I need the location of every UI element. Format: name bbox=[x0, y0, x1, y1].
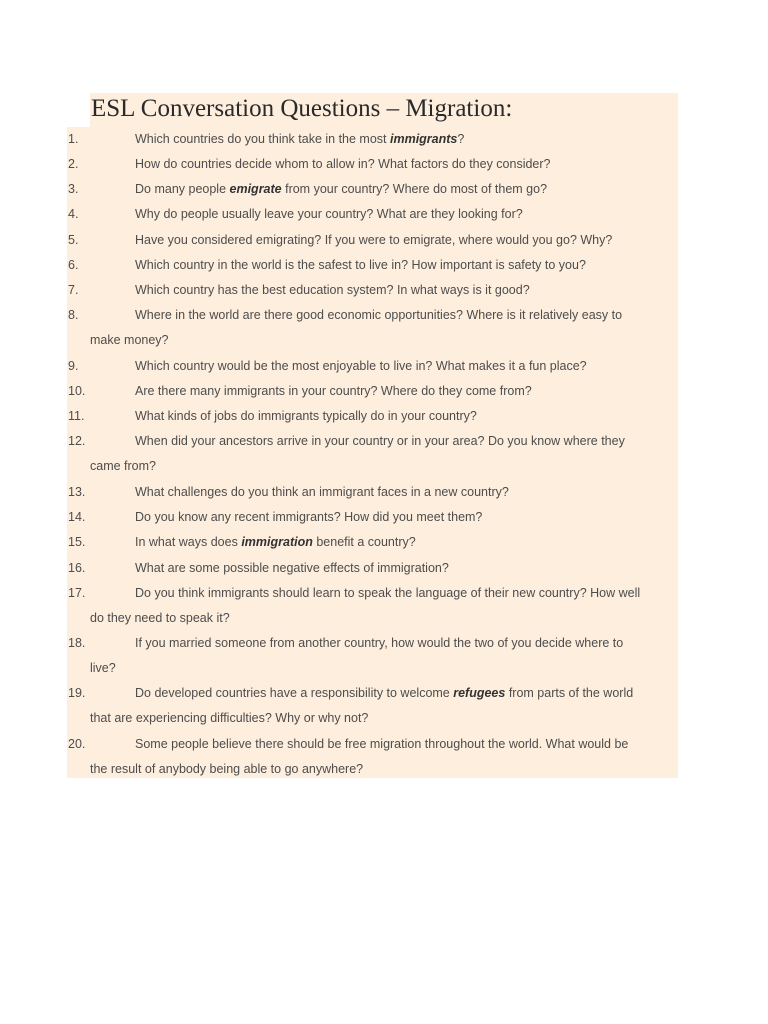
key-vocabulary: refugees bbox=[453, 686, 506, 700]
question-number: 10. bbox=[68, 384, 86, 398]
question-text-part: Do many people bbox=[135, 182, 230, 196]
page-title: ESL Conversation Questions – Migration: bbox=[91, 95, 513, 122]
question-text-part: What kinds of jobs do immigrants typically do in your country? bbox=[135, 409, 477, 423]
question-text bbox=[135, 505, 482, 530]
question-number: 20. bbox=[68, 737, 86, 751]
question-number: 15. bbox=[68, 535, 86, 549]
question-text bbox=[135, 354, 587, 379]
question-text bbox=[135, 429, 625, 454]
question-number: 12. bbox=[68, 434, 86, 448]
question-text-part: Do you know any recent immigrants? How did you meet them? bbox=[135, 510, 483, 524]
question-number: 17. bbox=[68, 586, 86, 600]
question-text bbox=[135, 177, 547, 202]
question-text-part: In what ways does bbox=[135, 535, 242, 549]
question-number: 7. bbox=[68, 283, 79, 297]
question-number: 3. bbox=[68, 182, 79, 196]
question-number: 19. bbox=[68, 686, 86, 700]
question-text-part: What challenges do you think an immigrant faces in a new country? bbox=[135, 485, 509, 499]
question-number: 18. bbox=[68, 636, 86, 650]
question-text-part: How do countries decide whom to allow in? What factors do they consider? bbox=[135, 157, 551, 171]
question-text-continued: came from? bbox=[90, 459, 156, 474]
question-text-part: Why do people usually leave your country? What are they looking for? bbox=[135, 207, 523, 221]
question-text bbox=[135, 278, 530, 303]
question-number: 14. bbox=[68, 510, 86, 524]
question-number: 5. bbox=[68, 233, 79, 247]
question-text bbox=[135, 127, 464, 152]
question-text bbox=[135, 253, 586, 278]
question-number: 13. bbox=[68, 485, 86, 499]
key-vocabulary: immigration bbox=[241, 535, 313, 549]
question-text bbox=[135, 631, 623, 656]
question-text-continued: live? bbox=[90, 661, 116, 676]
question-text-part: from your country? Where do most of them go? bbox=[281, 182, 548, 196]
question-number: 16. bbox=[68, 561, 86, 575]
question-text bbox=[135, 404, 477, 429]
question-text-part: Are there many immigrants in your country? Where do they come from? bbox=[135, 384, 532, 398]
question-text-continued: the result of anybody being able to go anywhere? bbox=[90, 762, 364, 777]
question-text bbox=[135, 581, 640, 606]
question-text-continued: do they need to speak it? bbox=[90, 611, 230, 626]
question-number: 4. bbox=[68, 207, 79, 221]
question-text-part: Where in the world are there good economic opportunities? Where is it relatively easy to bbox=[135, 308, 623, 322]
question-text-part: What are some possible negative effects of immigration? bbox=[135, 561, 449, 575]
question-text bbox=[135, 530, 416, 555]
question-text-continued: make money? bbox=[90, 333, 169, 348]
question-number: 11. bbox=[68, 409, 85, 423]
question-text-part: Which country in the world is the safest to live in? How important is safety to you? bbox=[135, 258, 586, 272]
question-number: 6. bbox=[68, 258, 79, 272]
question-text bbox=[135, 556, 449, 581]
question-text-part: If you married someone from another country, how would the two of you decide where to bbox=[135, 636, 624, 650]
question-text-part: Have you considered emigrating? If you were to emigrate, where would you go? Why? bbox=[135, 233, 613, 247]
question-text bbox=[135, 480, 509, 505]
question-text-part: ? bbox=[457, 132, 465, 146]
key-vocabulary: emigrate bbox=[229, 182, 282, 196]
question-text-part: Which country has the best education system? In what ways is it good? bbox=[135, 283, 530, 297]
question-text bbox=[135, 202, 523, 227]
question-text-part: When did your ancestors arrive in your country or in your area? Do you know where they bbox=[135, 434, 625, 448]
question-number: 2. bbox=[68, 157, 79, 171]
question-text-part: Do you think immigrants should learn to speak the language of their new country? How well bbox=[135, 586, 641, 600]
question-text-part: from parts of the world bbox=[505, 686, 634, 700]
question-text bbox=[135, 303, 622, 328]
question-text bbox=[135, 228, 612, 253]
question-text bbox=[135, 681, 633, 706]
question-number: 9. bbox=[68, 359, 79, 373]
question-text-part: Some people believe there should be free migration throughout the world. What would be bbox=[135, 737, 629, 751]
question-text-continued: that are experiencing difficulties? Why or why not? bbox=[90, 711, 369, 726]
question-text-part: Which country would be the most enjoyable to live in? What makes it a fun place? bbox=[135, 359, 587, 373]
question-text bbox=[135, 379, 532, 404]
question-number: 1. bbox=[68, 132, 79, 146]
key-vocabulary: immigrants bbox=[390, 132, 458, 146]
question-text-part: Do developed countries have a responsibility to welcome bbox=[135, 686, 454, 700]
question-text bbox=[135, 732, 628, 757]
question-text bbox=[135, 152, 551, 177]
question-text-part: Which countries do you think take in the most bbox=[135, 132, 390, 146]
question-text-part: benefit a country? bbox=[312, 535, 416, 549]
question-number: 8. bbox=[68, 308, 79, 322]
